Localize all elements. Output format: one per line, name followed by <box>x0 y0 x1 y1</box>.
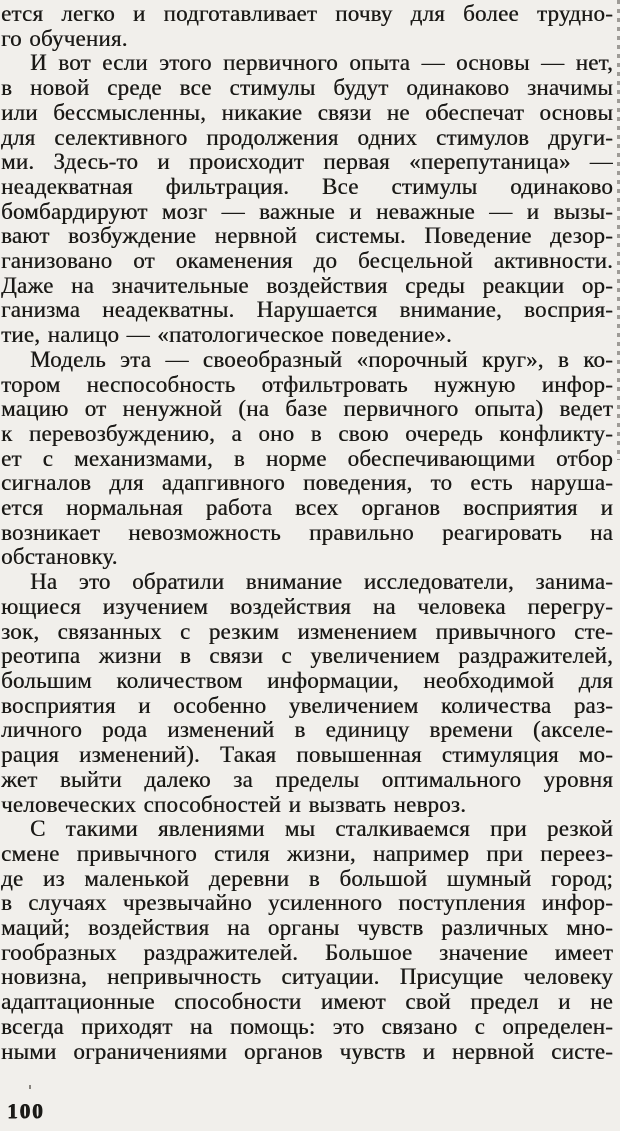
text-line: всегда приходят на помощь: это связано с определен- <box>1 1014 613 1039</box>
text-line: сигналов для адапгивного поведения, то есть наруша- <box>1 471 613 496</box>
text-line: Модель эта — своеобразный «порочный круг», в ко- <box>30 347 613 372</box>
text-line: гообразных раздражителей. Большое значение имеет <box>1 940 613 965</box>
text-line: адаптационные способности имеют свой предел и не <box>1 990 613 1015</box>
text-line: бомбардируют мозг — важные и неважные — и вызы- <box>1 199 613 224</box>
text-line: мацию от ненужной (на базе первичного опыта) ведет <box>1 397 613 422</box>
text-line: большим количеством информации, необходимой для <box>1 668 613 693</box>
text-line: неадекватная фильтрация. Все стимулы одинаково <box>1 174 613 199</box>
text-line: ми. Здесь-то и происходит первая «перепутаница» — <box>1 150 613 175</box>
text-line: С такими явлениями мы сталкиваемся при резкой <box>30 817 613 842</box>
text-line: Даже на значительные воздействия среды реакции ор- <box>1 273 613 298</box>
text-line: для селективного продолжения одних стимулов други- <box>1 125 613 150</box>
text-line: к перевозбуждению, а оно в свою очередь конфликту- <box>1 421 613 446</box>
text-line: ющиеся изучением воздействия на человека перегру- <box>1 594 613 619</box>
text-line: жет выйти далеко за пределы оптимального уровня <box>1 767 613 792</box>
text-line: ется легко и подготавливает почву для более трудно- <box>1 2 613 26</box>
text-line: в новой среде все стимулы будут одинаково значимы <box>1 76 613 101</box>
text-line: ется нормальная работа всех органов восприятия и <box>1 496 613 521</box>
text-line: На это обратили внимание исследователи, занима- <box>30 570 613 595</box>
text-line: тие, налицо — «патологическое поведение». <box>1 323 452 348</box>
text-line: личного рода изменений в единицу времени (акселе- <box>1 718 613 743</box>
text-line: рация изменений). Такая повышенная стимуляция мо- <box>1 743 613 768</box>
text-line: реотипа жизни в связи с увеличением раздражителей, <box>1 644 613 669</box>
text-line: И вот если этого первичного опыта — основы — нет, <box>30 51 613 76</box>
text-line: возникает невозможность правильно реагировать на <box>1 520 613 545</box>
text-line: зок, связанных с резким изменением привычного сте- <box>1 619 613 644</box>
text-line: обстановку. <box>1 545 118 570</box>
text-line: ет с механизмами, в норме обеспечивающими отбор <box>1 446 613 471</box>
page-number: 100 <box>7 1099 45 1123</box>
text-line: ганизма неадекватны. Нарушается внимание, восприя- <box>1 298 613 323</box>
scan-speck <box>29 1085 31 1089</box>
text-line: тором неспособность отфильтровать нужную инфор- <box>1 372 613 397</box>
text-line: го обучения. <box>1 26 128 51</box>
text-line: маций; воздействия на органы чувств различных мно- <box>1 916 613 941</box>
text-line: вают возбуждение нервной системы. Поведение дезор- <box>1 224 613 249</box>
text-line: ганизовано от окаменения до бесцельной активности. <box>1 249 613 274</box>
text-line: смене привычного стиля жизни, например при переез- <box>1 841 613 866</box>
text-line: или бессмысленны, никакие связи не обеспечат основы <box>1 100 613 125</box>
text-line: в случаях чрезвычайно усиленного поступления инфор- <box>1 891 613 916</box>
text-line: ными ограничениями органов чувств и нервной систе- <box>1 1039 613 1064</box>
text-line: восприятия и особенно увеличением количества раз- <box>1 693 613 718</box>
page-text <box>1 2 613 1064</box>
text-line: де из маленькой деревни в большой шумный город; <box>1 866 613 891</box>
text-line: человеческих способностей и вызвать невроз. <box>1 792 467 817</box>
text-line: новизна, непривычность ситуации. Присущие человеку <box>1 965 613 990</box>
